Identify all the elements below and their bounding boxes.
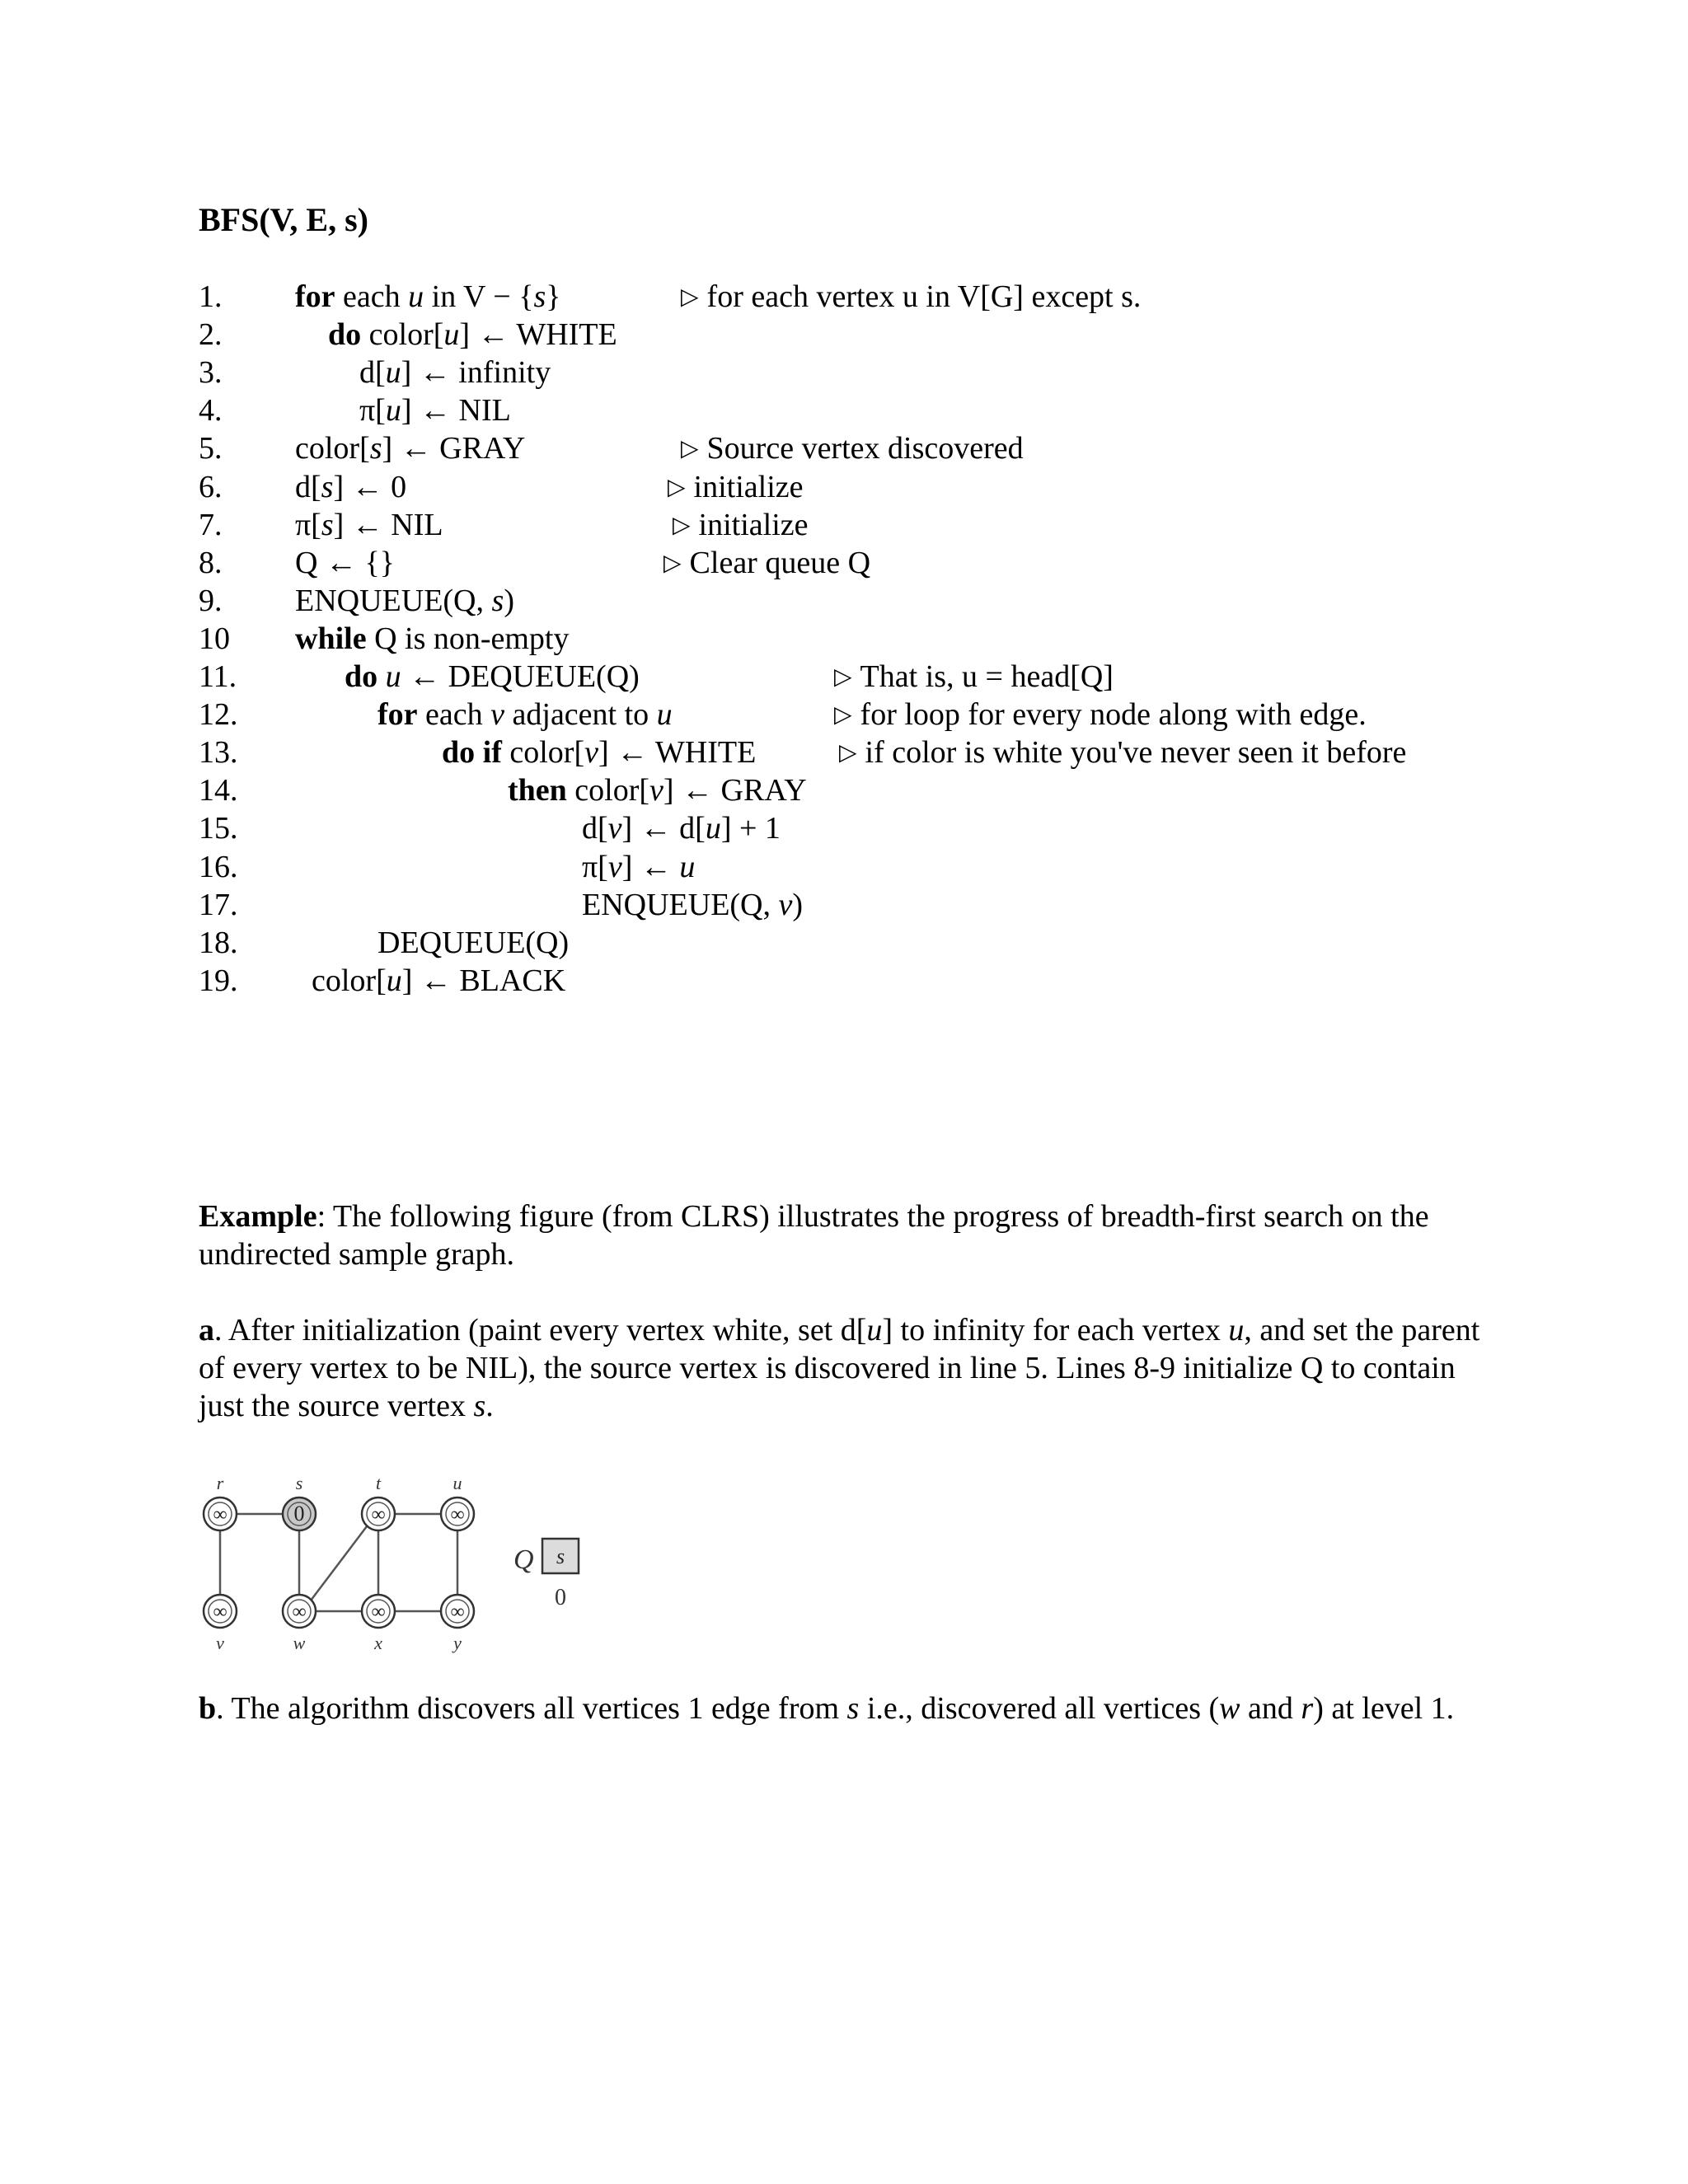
code-text: color[ (361, 317, 444, 353)
code-line (295, 544, 395, 582)
code-text: ENQUEUE(Q, (295, 583, 492, 618)
code-text: ] ← BLACK (401, 963, 566, 998)
code-text: each (417, 697, 491, 733)
code-text: ] ← (621, 849, 680, 884)
code-text: d[ (295, 469, 321, 504)
code-line (345, 658, 640, 696)
code-text: . The algorithm discovers all vertices 1 edge from (216, 1691, 847, 1726)
variable: v (584, 735, 598, 771)
line-number: 19. (199, 963, 238, 998)
keyword: do (328, 317, 362, 353)
node-distance: ∞ (371, 1504, 386, 1526)
code-line (508, 771, 807, 809)
comment-triangle-icon: ▷ (681, 436, 699, 462)
line-number: 8. (199, 545, 223, 580)
code-text: in V − { (424, 279, 534, 314)
code-comment (663, 544, 870, 585)
code-line (442, 733, 756, 771)
line-number: 4. (199, 393, 223, 429)
code-text: π[ (295, 507, 321, 542)
node-distance: ∞ (292, 1601, 307, 1623)
code-line (377, 696, 673, 733)
queue-label: Q (513, 1544, 534, 1575)
example-paragraph (199, 1197, 1501, 1273)
part-a-paragraph (199, 1311, 1501, 1425)
line-number: 9. (199, 583, 223, 618)
node-distance: ∞ (450, 1504, 465, 1526)
comment-triangle-icon: ▷ (839, 740, 857, 766)
line-number: 12. (199, 697, 238, 733)
node-label: v (216, 1633, 224, 1653)
graph-node (362, 1473, 395, 1530)
graph-edges (220, 1514, 457, 1611)
code-text: color[ (295, 431, 370, 466)
code-line (582, 848, 695, 886)
code-text: π[ (582, 849, 608, 884)
code-text: Q is non-empty (366, 621, 570, 656)
code-text: ] ← 0 (333, 469, 407, 504)
graph-node (362, 1595, 395, 1653)
code-line (295, 620, 570, 658)
code-text: ← DEQUEUE(Q) (401, 659, 640, 694)
code-line (582, 886, 803, 924)
comment-triangle-icon: ▷ (834, 702, 852, 729)
variable: u (408, 279, 424, 314)
comment-text: for loop for every node along with edge. (860, 697, 1367, 733)
graph-node (283, 1473, 316, 1530)
variable: s (321, 469, 334, 504)
keyword: for (377, 697, 418, 733)
code-line (359, 391, 511, 429)
graph-node (204, 1595, 237, 1653)
comment-triangle-icon: ▷ (663, 550, 682, 576)
code-text: ) at level 1. (1313, 1691, 1455, 1726)
code-text: ] ← NIL (401, 393, 511, 429)
code-comment (834, 658, 1114, 699)
code-line (328, 316, 617, 354)
node-label: r (216, 1473, 224, 1493)
code-text: π[ (359, 393, 386, 429)
line-number: 2. (199, 317, 223, 353)
code-text: ] ← NIL (333, 507, 443, 542)
variable: u (385, 355, 401, 391)
code-comment (668, 468, 804, 509)
variable: v (649, 773, 663, 808)
variable: v (607, 849, 622, 884)
keyword: do if (442, 735, 502, 771)
page-title: BFS(V, E, s) (199, 201, 368, 238)
part-a-text (199, 1313, 1479, 1423)
variable: u (386, 963, 402, 998)
code-line (359, 354, 551, 391)
code-comment (681, 429, 1024, 471)
variable: r (1301, 1691, 1314, 1726)
line-number: 3. (199, 355, 223, 391)
comment-text: initialize (698, 507, 809, 542)
code-line (295, 468, 406, 506)
code-text: each (335, 279, 409, 314)
code-line (295, 582, 514, 620)
part-b-paragraph (199, 1690, 1501, 1727)
code-comment (673, 506, 809, 547)
variable: u (679, 849, 696, 884)
code-text: adjacent to (504, 697, 657, 733)
code-text: d[ (582, 811, 608, 846)
node-label: u (452, 1473, 462, 1493)
variable: s (491, 583, 504, 618)
code-text: ) (504, 583, 514, 618)
comment-text: if color is white you've never seen it before (865, 735, 1407, 771)
code-text: ] to infinity for each vertex (882, 1313, 1229, 1347)
variable: v (778, 887, 793, 922)
comment-text: initialize (693, 469, 804, 504)
code-comment (834, 696, 1367, 737)
graph-node (204, 1473, 237, 1530)
code-text: ] ← WHITE (459, 317, 617, 353)
comment-triangle-icon: ▷ (834, 664, 852, 690)
code-line (295, 278, 560, 316)
code-line (295, 506, 443, 544)
keyword: for (295, 279, 335, 314)
node-distance: ∞ (371, 1601, 386, 1623)
line-number: 5. (199, 431, 223, 466)
graph-node (441, 1595, 474, 1653)
line-number: 10 (199, 621, 230, 656)
queue-item: s (556, 1544, 565, 1568)
code-text: , and set the parent of every vertex to be NIL), the source vertex is discovered in line 5. Lines 8-9 initialize Q to contain just the source vertex (199, 1313, 1480, 1423)
variable: s (321, 507, 334, 542)
code-text: ] ← GRAY (382, 431, 526, 466)
comment-triangle-icon: ▷ (673, 512, 691, 538)
code-line (377, 924, 569, 962)
variable: w (1219, 1691, 1240, 1726)
keyword: while (295, 621, 367, 656)
part-b-text (216, 1691, 1454, 1726)
part-a-label: a (199, 1313, 214, 1347)
variable: s (473, 1389, 486, 1423)
code-text: } (546, 279, 561, 314)
variable: u (385, 659, 401, 694)
line-number: 7. (199, 507, 223, 542)
node-distance: ∞ (450, 1601, 465, 1623)
keyword: then (508, 773, 567, 808)
variable: v (607, 811, 622, 846)
code-text: DEQUEUE(Q) (377, 925, 570, 960)
node-label: t (375, 1473, 382, 1493)
code-line (582, 809, 781, 847)
code-comment (839, 733, 1406, 775)
code-text: . (485, 1389, 494, 1423)
code-text: ] + 1 (720, 811, 781, 846)
line-number: 16. (199, 849, 238, 884)
code-text: ] ← infinity (401, 355, 551, 391)
variable: u (443, 317, 460, 353)
comment-text: for each vertex u in V[G] except s. (706, 279, 1142, 314)
code-text: i.e., discovered all vertices ( (859, 1691, 1220, 1726)
code-text: ] ← d[ (621, 811, 706, 846)
comment-text: That is, u = head[Q] (860, 659, 1114, 694)
line-number: 1. (199, 279, 223, 314)
comment-text: Clear queue Q (689, 545, 871, 580)
node-distance: 0 (293, 1502, 305, 1526)
variable: u (705, 811, 721, 846)
variable: s (846, 1691, 860, 1726)
line-number: 17. (199, 887, 238, 922)
variable: v (490, 697, 505, 733)
variable: u (656, 697, 673, 733)
node-label: w (293, 1633, 306, 1653)
line-number: 6. (199, 469, 223, 504)
line-number: 15. (199, 811, 238, 846)
code-line (312, 962, 565, 1000)
code-text: Q ← {} (295, 545, 395, 580)
line-number: 14. (199, 773, 238, 808)
node-label: x (374, 1633, 382, 1653)
code-comment (681, 278, 1141, 319)
code-text: . After initialization (paint every vertex white, set d[ (214, 1313, 867, 1347)
code-text: ] ← WHITE (598, 735, 757, 771)
line-number: 18. (199, 925, 238, 960)
code-text: color[ (566, 773, 650, 808)
code-line (295, 429, 525, 467)
variable: s (533, 279, 546, 314)
code-text: ) (792, 887, 804, 922)
graph-node (283, 1595, 316, 1653)
variable: u (385, 393, 401, 429)
code-text: and (1240, 1691, 1301, 1726)
line-number: 13. (199, 735, 238, 771)
queue-distance: 0 (555, 1585, 566, 1610)
keyword: do (345, 659, 378, 694)
code-text: color[ (501, 735, 585, 771)
line-number: 11. (199, 659, 237, 694)
part-b-label: b (199, 1691, 217, 1726)
node-distance: ∞ (213, 1601, 227, 1623)
variable: s (369, 431, 382, 466)
comment-text: Source vertex discovered (706, 431, 1024, 466)
variable: u (866, 1313, 883, 1347)
node-label: y (453, 1633, 462, 1653)
example-text: : The following figure (from CLRS) illustrates the progress of breadth-first search on the undirected sample graph. (199, 1199, 1429, 1272)
variable: u (1228, 1313, 1245, 1347)
node-label: s (295, 1473, 303, 1493)
comment-triangle-icon: ▷ (668, 474, 686, 500)
code-text (377, 659, 386, 694)
example-label: Example (199, 1199, 317, 1234)
node-distance: ∞ (213, 1504, 227, 1526)
code-text: ENQUEUE(Q, (582, 887, 779, 922)
code-text: color[ (312, 963, 387, 998)
code-text: d[ (359, 355, 386, 391)
edge-w-t (311, 1526, 367, 1601)
graph-node (441, 1473, 474, 1530)
bfs-graph-figure (194, 1463, 622, 1661)
comment-triangle-icon: ▷ (681, 284, 699, 310)
code-text: ] ← GRAY (663, 773, 807, 808)
